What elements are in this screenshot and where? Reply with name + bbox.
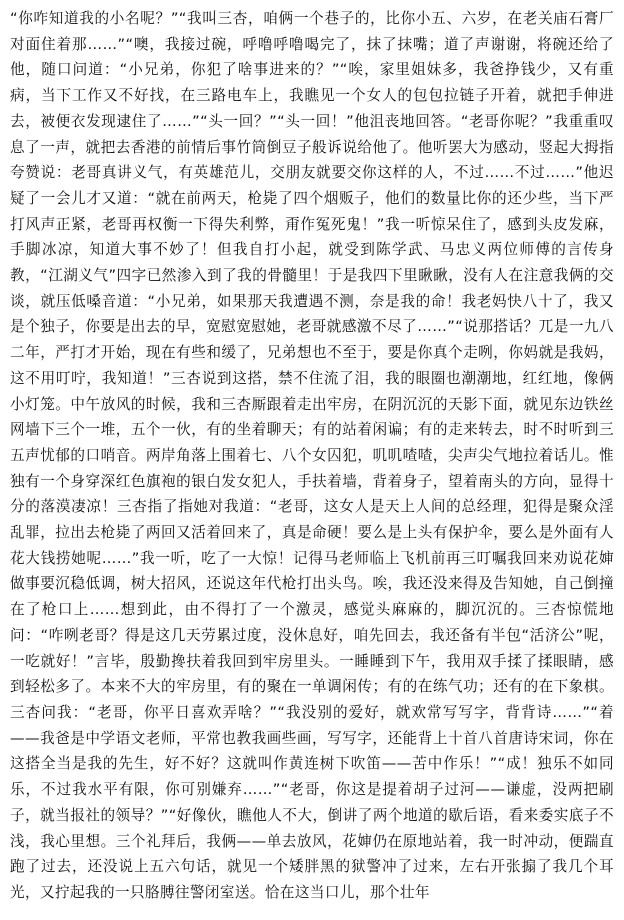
body-paragraph: “你咋知道我的小名呢？”“我叫三杏，咱俩一个巷子的，比你小五、六岁，在老关庙石膏厂对面住着那……”“噢，我接过碗，呼噜呼噜喝完了，抹了抹嘴；道了声谢谢，将碗还给了他，随口问道：“小兄弟，你犯了啥事进来的？”“唉，家里姐妹多，我爸挣钱少，又有重病，当下工作又不好找，在三路电车上，我瞧见一个女人的包包拉链子开着，就把手伸进去，被便衣发现逮住了……”“头一回？”“头一回！”他沮丧地回答。“老哥你呢？”我重重叹息了一声，就把去香港的前情后事竹筒倒豆子般诉说给他了。他听罢大为感动，竖起大拇指夸赞说：老哥真讲义气，有英雄范儿，交朋友就要交你这样的人，不过……不过……”他迟疑了一会儿才又道：“就在前两天，枪毙了四个烟贩子，他们的数量比你的还少些，当下严打风声正紧，老哥再权衡一下得失利弊，甭作冤死鬼！”我一听惊呆住了，感到头皮发麻，手脚冰凉，知道大事不妙了！但我自打小起，就受到陈学武、马忠义两位师傅的言传身教，“江湖义气”四字已然渗入到了我的骨髓里！于是我四下里瞅瞅，没有人在注意我俩的交谈，就压低嗓音道：“小兄弟，如果那天我遭遇不测，奈是我的命！我老妈快八十了，我又是个独子，你要是出去的早，宽慰宽慰她，老哥就感激不尽了……”“说那搭话？兀是一九八二年，严打才开始，现在有些和缓了，兄弟想也不至于，要是你真个走咧，你妈就是我妈，这不用叮咛，我知道！”三杏说到这搭，禁不住流了泪，我的眼圈也潮潮地，红红地，像俩小灯笼。中午放风的时候，我和三杏厮跟着走出牢房，在阴沉沉的天影下面，就见东边铁丝网墙下三个一堆，五个一伙，有的坐着聊天；有的站着闲谝；有的走来转去，时不时听到三五声忧郁的口哨音。两岸角落上围着七、八个女囚犯，叽叽喳喳，尖声尖气地拉着话儿。惟独有一个身穿深红色旗袍的银白发女犯人，手扶着墙，背着身子，望着南头的方向，显得十分的落漠凄凉！三杏指了指她对我道：“老哥，这女人是天上人间的总经理，犯得是聚众淫乱罪，拉出去枪毙了两回又活着回来了，真是命硬！要么是上头有保护伞，要么是外面有人花大钱捞她呢……”我一听，吃了一大惊！记得马老师临上飞机前再三叮嘱我回来劝说花婶做事要沉稳低调，树大招风，还说这年代枪打出头鸟。唉，我还没来得及告知她，自己倒撞在了枪口上……想到此，由不得打了一个激灵，感觉头麻麻的，脚沉沉的。三杏惊慌地问：“咋咧老哥？得是这几天劳累过度，没休息好，咱先回去，我还备有半包“活济公”呢，一吃就好！”言毕，殷勤搀扶着我回到牢房里头。一睡睡到下午，我用双手揉了揉眼睛，感到轻松多了。本来不大的牢房里，有的聚在一单调闲传；有的在练气功；还有的在下象棋。三杏问我：“老哥，你平日喜欢弄啥？”“我没别的爱好，就欢常写写字，背背诗……”“着——我爸是中学语文老师，平常也教我画些画，写写字，还能背上十首八首唐诗宋词，你在这搭全当是我的先生，好不好？这就叫作黄连树下吹笛——苦中作乐！”“成！独乐不如同乐，不过我水平有限，你可别嫌弃……”“老哥，你这是提着胡子过河——谦虚，没两把刷子，就当报社的领导？”“好像伙，瞧他人不大，倒讲了两个地道的歇后语，看来委实底子不浅，我心里想。三个礼拜后，我俩——单去放风，花婶仍在原地站着，我一时冲动，便踹直跑了过去，还没说上五六句话，就见一个矮胖黑的狱警冲了过来，左右开张搧了我几个耳光，又拧起我的一只胳膊往警闭室送。恰在这当口儿，那个壮年 — [10, 10, 614, 901]
